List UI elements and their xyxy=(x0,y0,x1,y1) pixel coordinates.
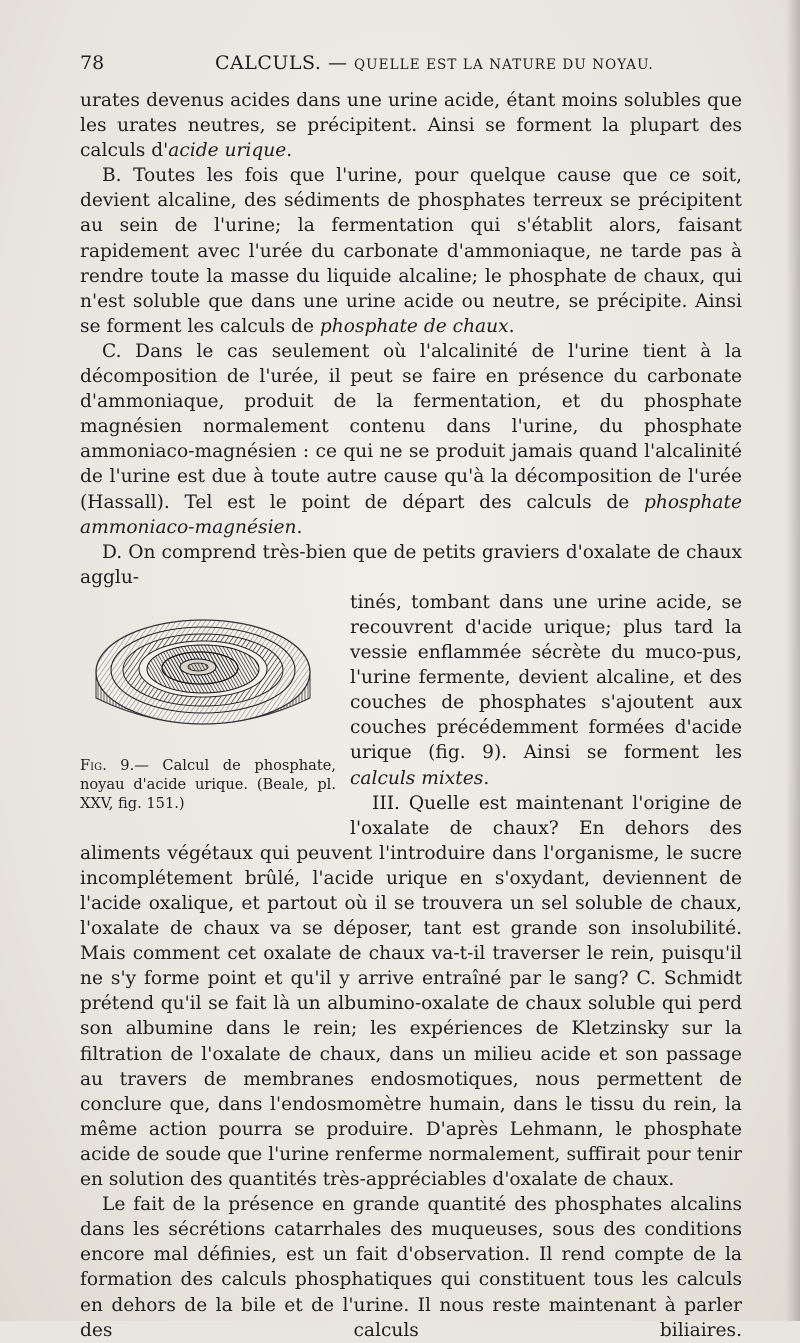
text: . xyxy=(286,140,293,162)
text: C. Dans le cas seulement où l'alcalinité de l'urine tient à la décomposition de l'urée, il peut se faire en présence du carbonate d'ammoniaque, produit de la fermentation, et du phosphate magnésien normalement contenu dans l'urine, du phosphate ammoniaco-magnésien : ce qui ne se produit jamais quand l'alcalinité de l'urine est due à toute autre cause qu'à la décomposition de l'urée (Hassall). Tel est le point de départ des calculs de xyxy=(80,340,742,513)
running-title-main: CALCULS. xyxy=(215,52,322,74)
running-title xyxy=(215,52,654,74)
emphasis: calculs mixtes xyxy=(350,767,484,789)
paragraph-b xyxy=(80,163,742,339)
emphasis: phosphate de chaux xyxy=(319,315,509,337)
text: tinés, tombant dans une urine acide, se recouvrent d'acide urique; plus tard la vessie enflammée sécrète du muco-pus, l'urine fermente, devient alcaline, et des couches de phosphates s'ajoutent aux couches précédemment formées d'acide urique (fig. 9). Ainsi se forment les xyxy=(350,591,742,764)
paragraph-phosphates: Le fait de la présence en grande quantité des phosphates alcalins dans les sécrétions catarrhales des muqueuses, sous des conditions encore mal définies, est un fait d'observation. Il rend compte de la formation des calculs phosphatiques qui constituent tous les calculs en dehors de la bile et de l'urine. Il nous reste maintenant à parler des calculs biliaires. xyxy=(80,1194,742,1341)
paragraph-c xyxy=(80,339,742,540)
text: . xyxy=(296,516,303,538)
figure-caption-text: — Calcul de phosphate, noyau d'acide urique. (Beale, pl. XXV, fig. 151.) xyxy=(80,756,336,812)
running-title-sub: QUELLE EST LA NATURE DU NOYAU. xyxy=(354,57,654,73)
page-body xyxy=(80,88,742,1343)
text: urates devenus acides dans une urine acide, étant moins solubles que les urates neutres, se précipitent. Ainsi se forment la plupart des calculs d' xyxy=(80,90,742,162)
text: . xyxy=(483,767,490,789)
calculus-illustration xyxy=(88,600,318,750)
running-title-dash: — xyxy=(321,52,355,74)
text: D. On comprend très-bien que de petits graviers d'oxalate de chaux agglu- xyxy=(80,541,742,588)
page-edge-shadow xyxy=(786,0,800,1321)
figure-caption xyxy=(80,756,336,813)
page-number: 78 xyxy=(80,52,105,74)
paragraph-iii: III. Quelle est maintenant l'origine de l'oxalate de chaux? En dehors des aliments végétaux qui peuvent l'introduire dans l'organisme, le sucre incomplétement brûlé, l'acide urique en s'oxydant, deviennent de l'acide oxalique, et partout où il se trouvera un sel soluble de chaux, l'oxalate de chaux va se déposer, tant est grande son insolubilité. Mais comment cet oxalate de chaux va-t-il traverser le rein, puisqu'il ne s'y forme point et qu'il y arrive entraîné par le sang? C. Schmidt prétend qu'il se fait là un albumino-oxalate de chaux soluble qui perd son albumine dans le rein; les expériences de Kletzinsky sur la filtration de l'oxalate de chaux, dans un milieu acide et son passage au travers de membranes endosmotiques, nous permettent de conclure que, dans l'endosmomètre humain, dans le tissu du rein, la même action pourra se produire. D'après Lehmann, le phosphate acide de soude que l'urine renferme normalement, suffirait pour tenir en solution des quantités très-appréciables d'oxalate de chaux. xyxy=(80,792,742,1191)
figure-label: Fig. 9. xyxy=(80,756,135,774)
text: B. Toutes les fois que l'urine, pour quelque cause que ce soit, devient alcaline, des sédiments de phosphates terreux se précipitent au sein de l'urine; la fermentation qui s'établit alors, faisant rapidement avec l'urée du carbonate d'ammoniaque, ne tarde pas à rendre toute la masse du liquide alcaline; le phosphate de chaux, qui n'est soluble que dans une urine acide ou neutre, se précipite. Ainsi se forment les calculs de xyxy=(80,165,742,337)
paragraph-d-lead xyxy=(80,540,742,590)
figure-9 xyxy=(80,594,340,826)
page-header xyxy=(80,52,742,80)
emphasis: acide urique xyxy=(168,140,287,162)
text: . xyxy=(508,315,515,337)
paragraph-uric-acid xyxy=(80,88,742,163)
emphasis: phosphate ammoniaco-magnésien xyxy=(80,491,742,538)
